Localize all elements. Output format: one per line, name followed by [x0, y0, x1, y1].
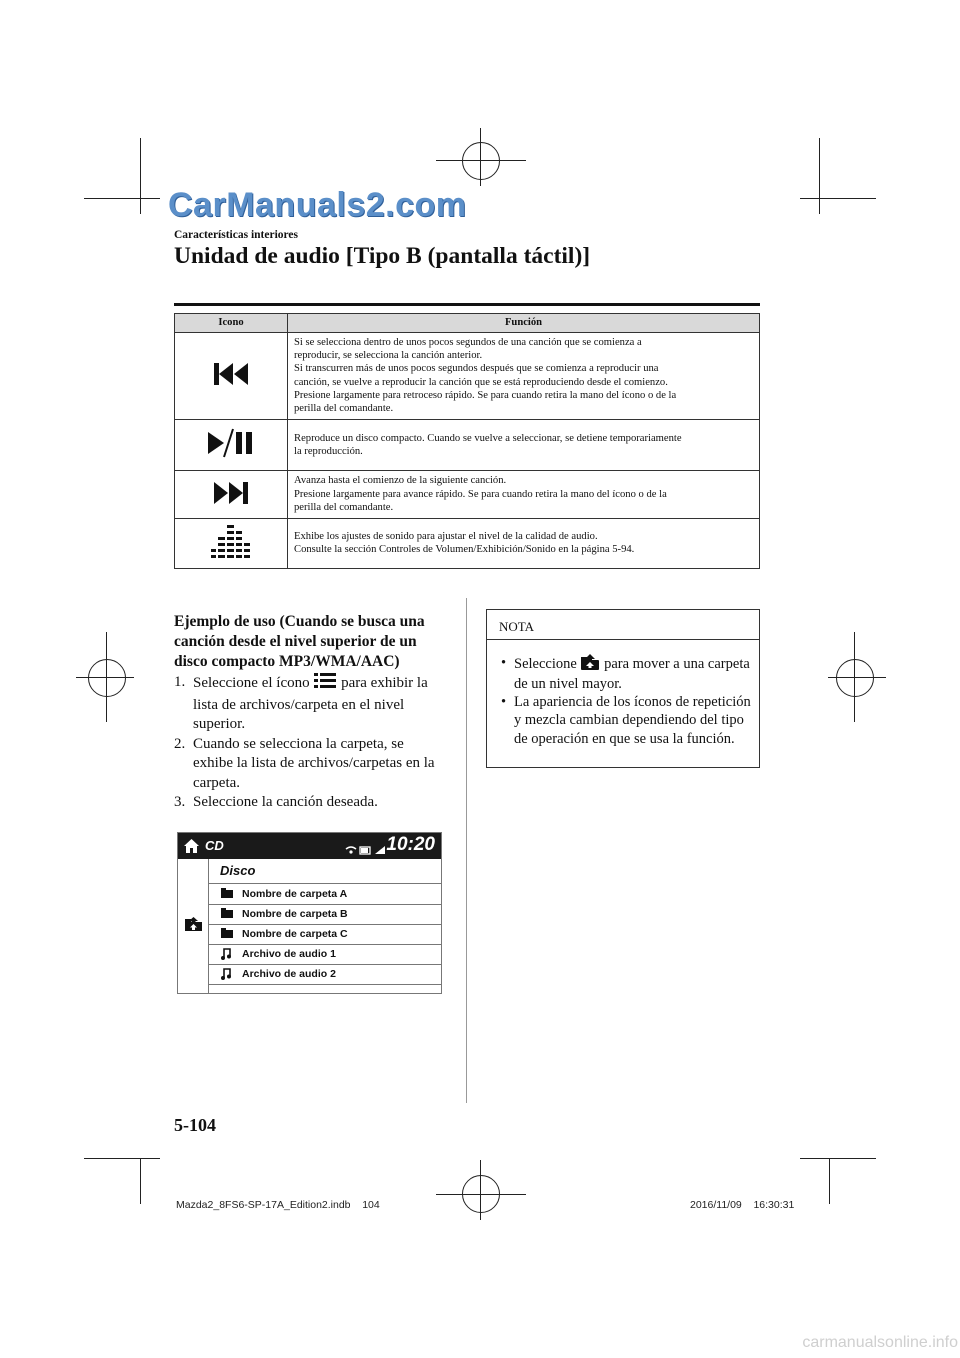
folder-up-icon	[581, 654, 599, 675]
column-header-icon: Icono	[175, 314, 288, 333]
step-list	[174, 673, 444, 813]
table-row	[175, 333, 760, 420]
icon-function-table	[174, 313, 760, 569]
list-item[interactable]: Nombre de carpeta C	[208, 924, 441, 945]
function-description: Si se selecciona dentro de unos pocos segundos de una canción que se comienza a reproducir, se selecciona la canción anterior. Si transcurren más de unos pocos segundos después que se comienza a reproducir una canción, se vuelve a reproducir la canción que se está reproduciendo desde el comienzo. Presione largamente para retroceso rápido. Se para cuando retira la mano del ícono o de la perilla del comandante.	[288, 333, 760, 420]
note-divider	[487, 639, 759, 640]
clock-display: 10:20	[386, 834, 435, 855]
crop-mark	[480, 1160, 481, 1220]
folder-icon	[221, 908, 233, 921]
screen-sidebar	[178, 859, 209, 993]
crop-mark	[84, 1158, 160, 1159]
list-icon	[314, 673, 336, 696]
site-watermark: carmanualsonline.info	[802, 1334, 958, 1351]
function-description: Exhibe los ajustes de sonido para ajustar el nivel de la calidad de audio. Consulte la sección Controles de Volumen/Exhibición/Sonido en la página 5-94.	[288, 519, 760, 569]
print-timestamp: 2016/11/09 16:30:31	[690, 1199, 795, 1211]
source-label: CD	[205, 838, 224, 853]
screen-heading: Disco	[208, 859, 441, 884]
screen-status-bar	[178, 833, 441, 859]
crop-mark	[829, 1158, 830, 1204]
folder-up-icon[interactable]	[185, 917, 202, 936]
crop-mark	[828, 677, 886, 678]
play-pause-icon	[175, 420, 288, 471]
list-item[interactable]: Nombre de carpeta B	[208, 904, 441, 925]
note-box	[486, 609, 760, 768]
crop-mark	[436, 160, 526, 161]
column-header-function: Función	[288, 314, 760, 333]
column-divider	[466, 598, 467, 1103]
music-note-icon	[221, 948, 231, 963]
note-item: • La apariencia de los íconos de repetición y mezcla cambian dependiendo del tipo de operación en que se usa la función.	[501, 694, 751, 747]
list-item[interactable]: Nombre de carpeta A	[208, 884, 441, 905]
example-heading: Ejemplo de uso (Cuando se busca una canción desde el nivel superior de un disco compacto MP3/WMA/AAC)	[174, 613, 425, 671]
function-description: Avanza hasta el comienzo de la siguiente canción. Presione largamente para avance rápido. Se para cuando retira la mano del ícono o de la perilla del comandante.	[288, 471, 760, 519]
step-item: 3. Seleccione la canción deseada.	[174, 794, 378, 810]
step-item: 1. Seleccione el ícono para exhibir la lista de archivos/carpeta en el nivel superior.	[174, 674, 428, 732]
print-file-info: Mazda2_8FS6-SP-17A_Edition2.indb 104	[176, 1199, 380, 1211]
crop-mark	[480, 128, 481, 186]
crop-mark	[436, 1194, 526, 1195]
section-label: Características interiores	[174, 229, 299, 241]
signal-icon	[345, 842, 387, 860]
list-item[interactable]: Archivo de audio 1	[208, 944, 441, 965]
crop-mark	[800, 198, 876, 199]
table-row	[175, 471, 760, 519]
crop-mark	[140, 1158, 141, 1204]
table-row	[175, 519, 760, 569]
folder-icon	[221, 928, 233, 941]
note-list	[501, 654, 753, 748]
page-number: 5-104	[174, 1115, 216, 1135]
sound-settings-icon	[175, 519, 288, 569]
page-title: Unidad de audio [Tipo B (pantalla táctil)]	[174, 243, 591, 269]
previous-track-icon	[175, 333, 288, 420]
table-row	[175, 420, 760, 471]
step-item: 2. Cuando se selecciona la carpeta, se exhibe la lista de archivos/carpetas en la carpeta.	[174, 735, 435, 791]
next-track-icon	[175, 471, 288, 519]
crop-mark	[819, 138, 820, 214]
function-description: Reproduce un disco compacto. Cuando se vuelve a seleccionar, se detiene temporariamente la reproducción.	[288, 420, 760, 471]
title-rule	[174, 303, 760, 306]
note-item: • Seleccione para mover a una carpeta de un nivel mayor.	[501, 655, 750, 693]
cd-screen-illustration	[177, 832, 442, 994]
crop-mark	[84, 198, 160, 199]
music-note-icon	[221, 968, 231, 983]
note-title: NOTA	[499, 619, 535, 634]
watermark-logo: CarManuals2.com	[168, 186, 467, 224]
folder-icon	[221, 888, 233, 901]
crop-mark	[800, 1158, 876, 1159]
crop-mark	[76, 677, 134, 678]
list-item[interactable]: Archivo de audio 2	[208, 964, 441, 985]
crop-mark	[140, 138, 141, 214]
home-icon[interactable]	[184, 839, 199, 858]
